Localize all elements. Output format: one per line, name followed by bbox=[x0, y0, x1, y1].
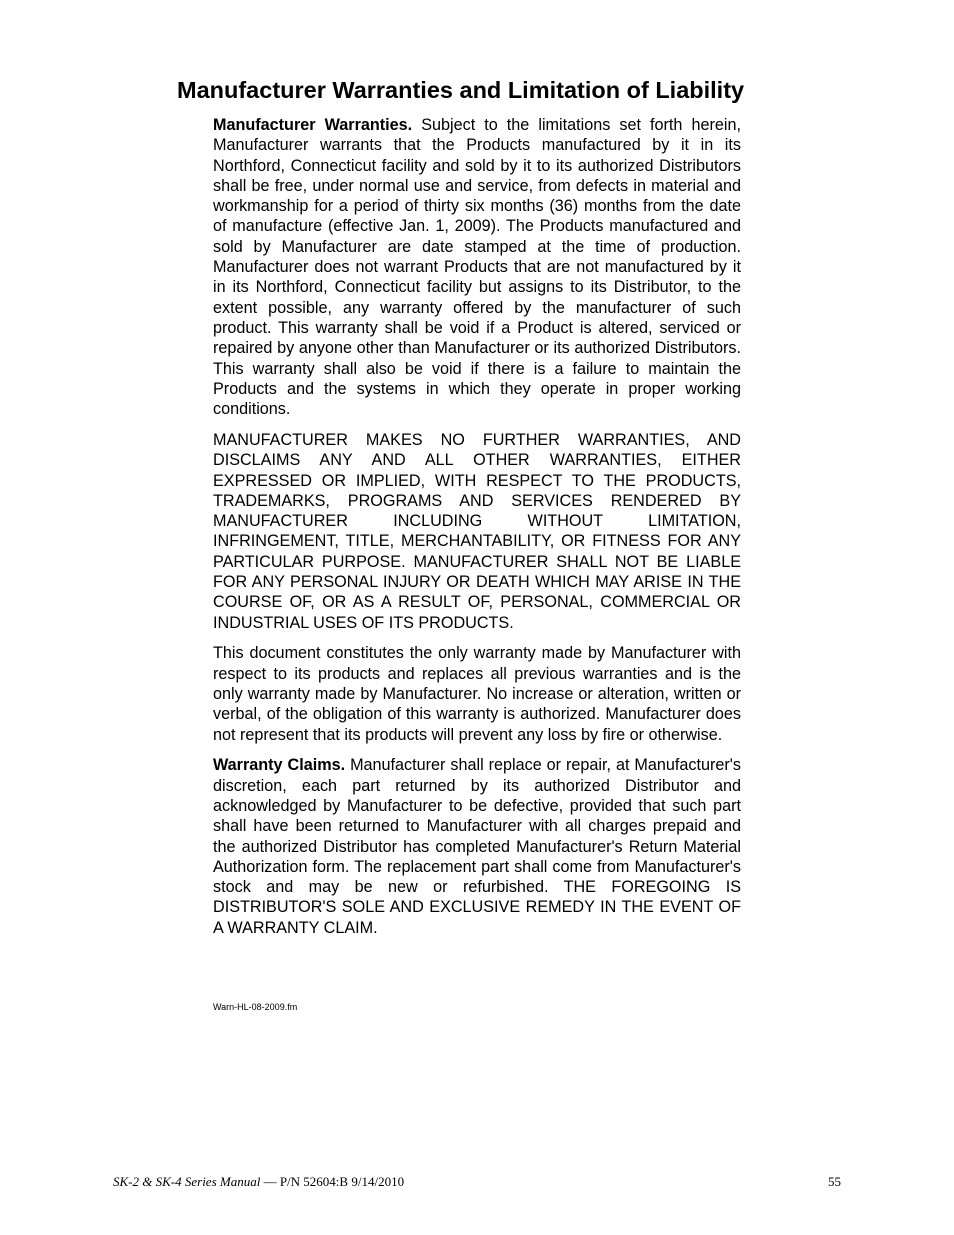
paragraph-disclaimer bbox=[213, 430, 741, 633]
paragraph-lead: Warranty Claims. bbox=[213, 756, 346, 775]
page-title: Manufacturer Warranties and Limitation of Liability bbox=[177, 77, 745, 103]
document-body bbox=[213, 115, 741, 949]
page-footer bbox=[113, 1174, 404, 1190]
part-number: P/N 52604:B 9/14/2010 bbox=[279, 1174, 405, 1189]
paragraph-text: Manufacturer shall replace or repair, at Manufacturer's discretion, each part returned by its authorized Distributor and acknowledged by Manufacturer to be defective, provided that such part shall have been returned to Manufacturer with all charges prepaid and the authorized Distributor has completed Manufacturer's Return Material Authorization form. The replacement part shall come from Manufacturer's stock and may be new or refurbished. THE FOREGOING IS DISTRIBUTOR'S SOLE AND EXCLUSIVE REMEDY IN THE EVENT OF A WARRANTY CLAIM. bbox=[213, 756, 741, 937]
paragraph-text: Subject to the limitations set forth herein, Manufacturer warrants that the Products manufactured by it in its Northford, Connecticut facility and sold by it to its authorized Distributors shall be free, under normal use and service, from defects in material and workmanship for a period of thirty six months (36) months from the date of manufacture (effective Jan. 1, 2009). The Products manufactured and sold by Manufacturer are date stamped at the time of production. Manufacturer does not warrant Products that are not manufactured by it in its Northford, Connecticut facility but assigns to its Distributor, to the extent possible, any warranty offered by the manufacturer of such product. This warranty shall be void if a Product is altered, serviced or repaired by anyone other than Manufacturer or its authorized Distributors. This warranty shall also be void if there is a failure to maintain the Products and the systems in which they operate in proper working conditions. bbox=[213, 116, 741, 419]
paragraph-only-warranty bbox=[213, 643, 741, 744]
paragraph-manufacturer-warranties bbox=[213, 115, 741, 419]
footer-separator: — bbox=[260, 1174, 280, 1189]
source-filename: Warn-HL-08-2009.fm bbox=[213, 1002, 298, 1012]
paragraph-text: MANUFACTURER MAKES NO FURTHER WARRANTIES, AND DISCLAIMS ANY AND ALL OTHER WARRANTIES, EITHER EXPRESSED OR IMPLIED, WITH RESPECT TO THE PRODUCTS, TRADEMARKS, PROGRAMS AND SERVICES RENDERED BY MANUFACTURER INCLUDING WITHOUT LIMITATION, INFRINGEMENT, TITLE, MERCHANTABILITY, OR FITNESS FOR ANY PARTICULAR PURPOSE. MANUFACTURER SHALL NOT BE LIABLE FOR ANY PERSONAL INJURY OR DEATH WHICH MAY ARISE IN THE COURSE OF, OR AS A RESULT OF, PERSONAL, COMMERCIAL OR INDUSTRIAL USES OF ITS PRODUCTS. bbox=[213, 430, 741, 632]
paragraph-text: This document constitutes the only warranty made by Manufacturer with respect to its products and replaces all previous warranties and is the only warranty made by Manufacturer. No increase or alteration, written or verbal, of the obligation of this warranty is authorized. Manufacturer does not represent that its products will prevent any loss by fire or otherwise. bbox=[213, 644, 741, 744]
page-number: 55 bbox=[828, 1174, 841, 1189]
manual-title: SK-2 & SK-4 Series Manual bbox=[113, 1174, 261, 1189]
paragraph-lead: Manufacturer Warranties. bbox=[213, 116, 413, 134]
paragraph-warranty-claims bbox=[213, 755, 741, 938]
